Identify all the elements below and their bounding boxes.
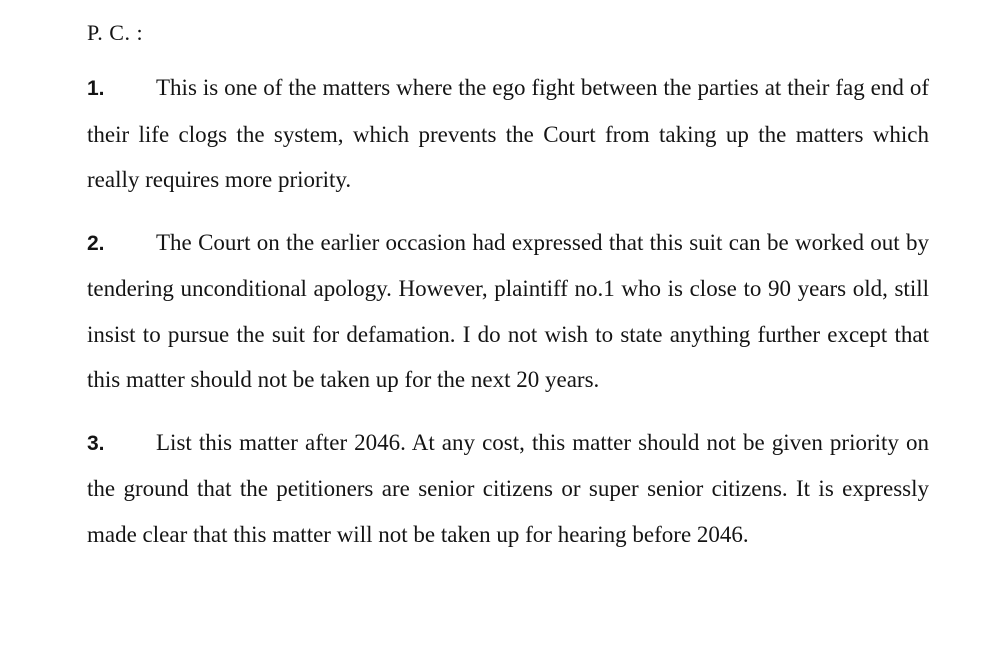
order-paragraph-3 bbox=[87, 420, 929, 558]
order-paragraph-1 bbox=[87, 65, 929, 203]
paragraph-text: The Court on the earlier occasion had expressed that this suit can be worked out by tendering unconditional apology. However, plaintiff no.1 who is close to 90 years old, still insist to pursue the suit for defamation. I do not wish to state anything further except that this matter should not be taken up for the next 20 years. bbox=[87, 229, 929, 392]
paragraph-number: 3. bbox=[87, 431, 105, 455]
paragraph-number: 1. bbox=[87, 77, 105, 100]
paragraph-text: This is one of the matters where the ego fight between the parties at their fag end of their life clogs the system, which prevents the Court from taking up the matters which really requires more priority. bbox=[87, 75, 929, 192]
court-order-page bbox=[87, 18, 929, 574]
paragraph-number: 2. bbox=[87, 231, 105, 255]
order-heading: P. C. : bbox=[87, 20, 144, 45]
order-paragraph-2 bbox=[87, 220, 929, 403]
paragraph-text: List this matter after 2046. At any cost, this matter should not be given priority on the ground that the petitioners are senior citizens or super senior citizens. It is expressly made clear that this matter will not be taken up for hearing before 2046. bbox=[87, 429, 929, 547]
